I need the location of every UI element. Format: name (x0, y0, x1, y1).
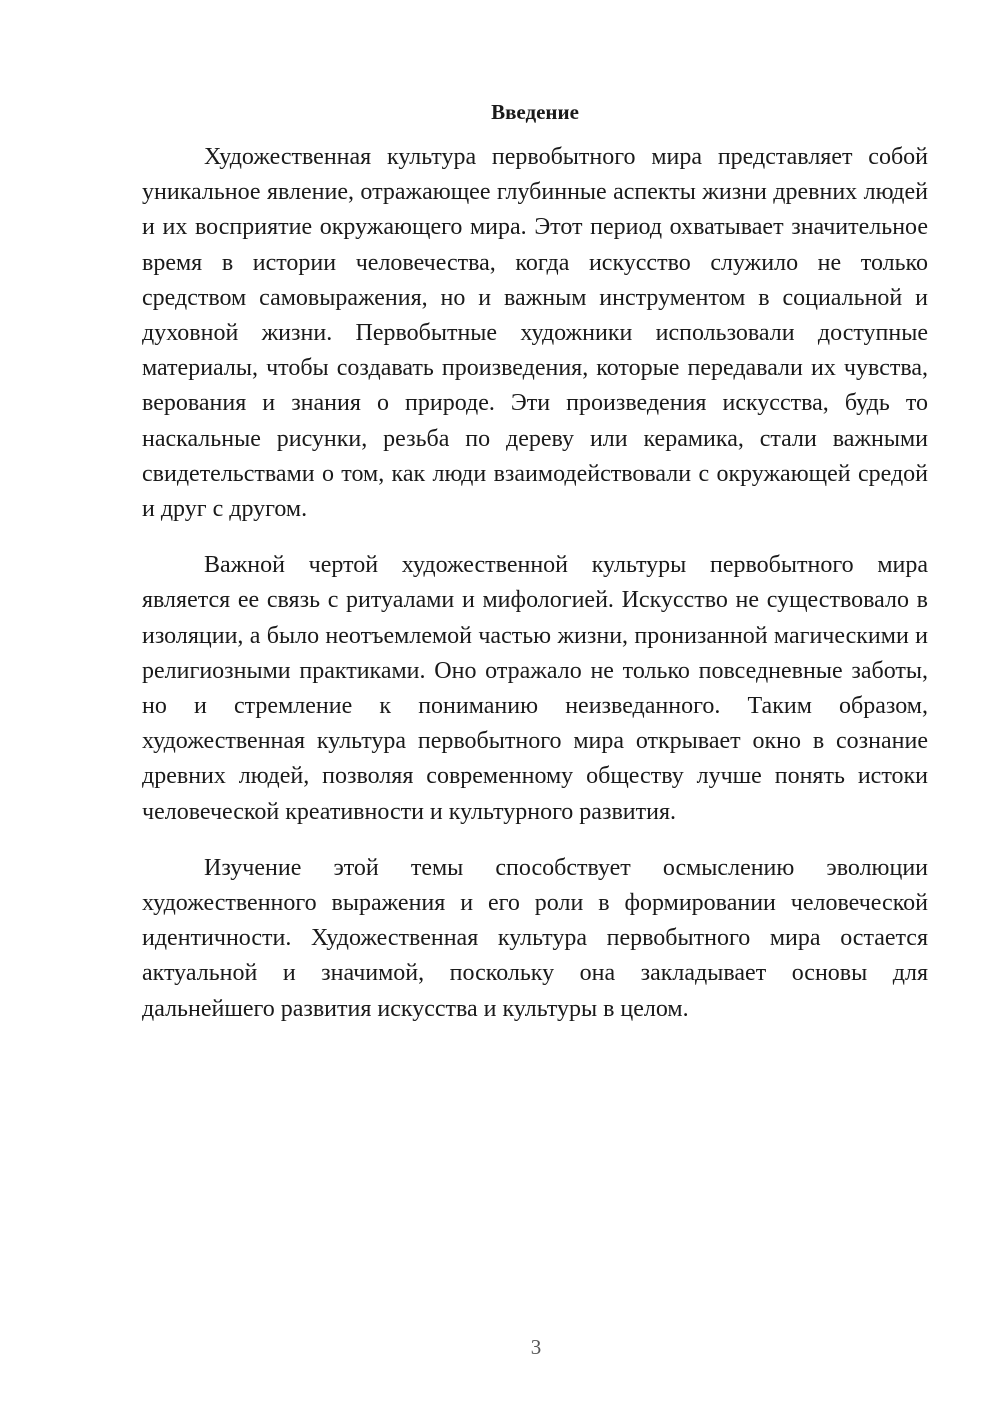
body-text (142, 140, 928, 1027)
paragraph-2: Важной чертой художественной культуры первобытного мира является ее связь с ритуалами и мифологией. Искусство не существовало в изоляции, а было неотъемлемой частью жизни, пронизанной магическими и религиозными практиками. Оно отражало не только повседневные заботы, но и стремление к пониманию неизведанного. Таким образом, художественная культура первобытного мира открывает окно в сознание древних людей, позволяя современному обществу лучше понять истоки человеческой креативности и культурного развития. (142, 552, 928, 825)
paragraph-1: Художественная культура первобытного мира представляет собой уникальное явление, отражающее глубинные аспекты жизни древних людей и их восприятие окружающего мира. Этот период охватывает значительное время в истории человечества, когда искусство служило не только средством самовыражения, но и важным инструментом в социальной и духовной жизни. Первобытные художники использовали доступные материалы, чтобы создавать произведения, которые передавали их чувства, верования и знания о природе. Эти произведения искусства, будь то наскальные рисунки, резьба по дереву или керамика, стали важными свидетельствами о том, как люди взаимодействовали с окружающей средой и друг с другом. (142, 144, 928, 523)
paragraph-3: Изучение этой темы способствует осмыслению эволюции художественного выражения и его роли в формировании человеческой идентичности. Художественная культура первобытного мира остается актуальной и значимой, поскольку она закладывает основы для дальнейшего развития искусства и культуры в целом. (142, 854, 928, 1022)
page-number: 3 (530, 1335, 542, 1359)
section-heading: Введение (491, 100, 579, 124)
